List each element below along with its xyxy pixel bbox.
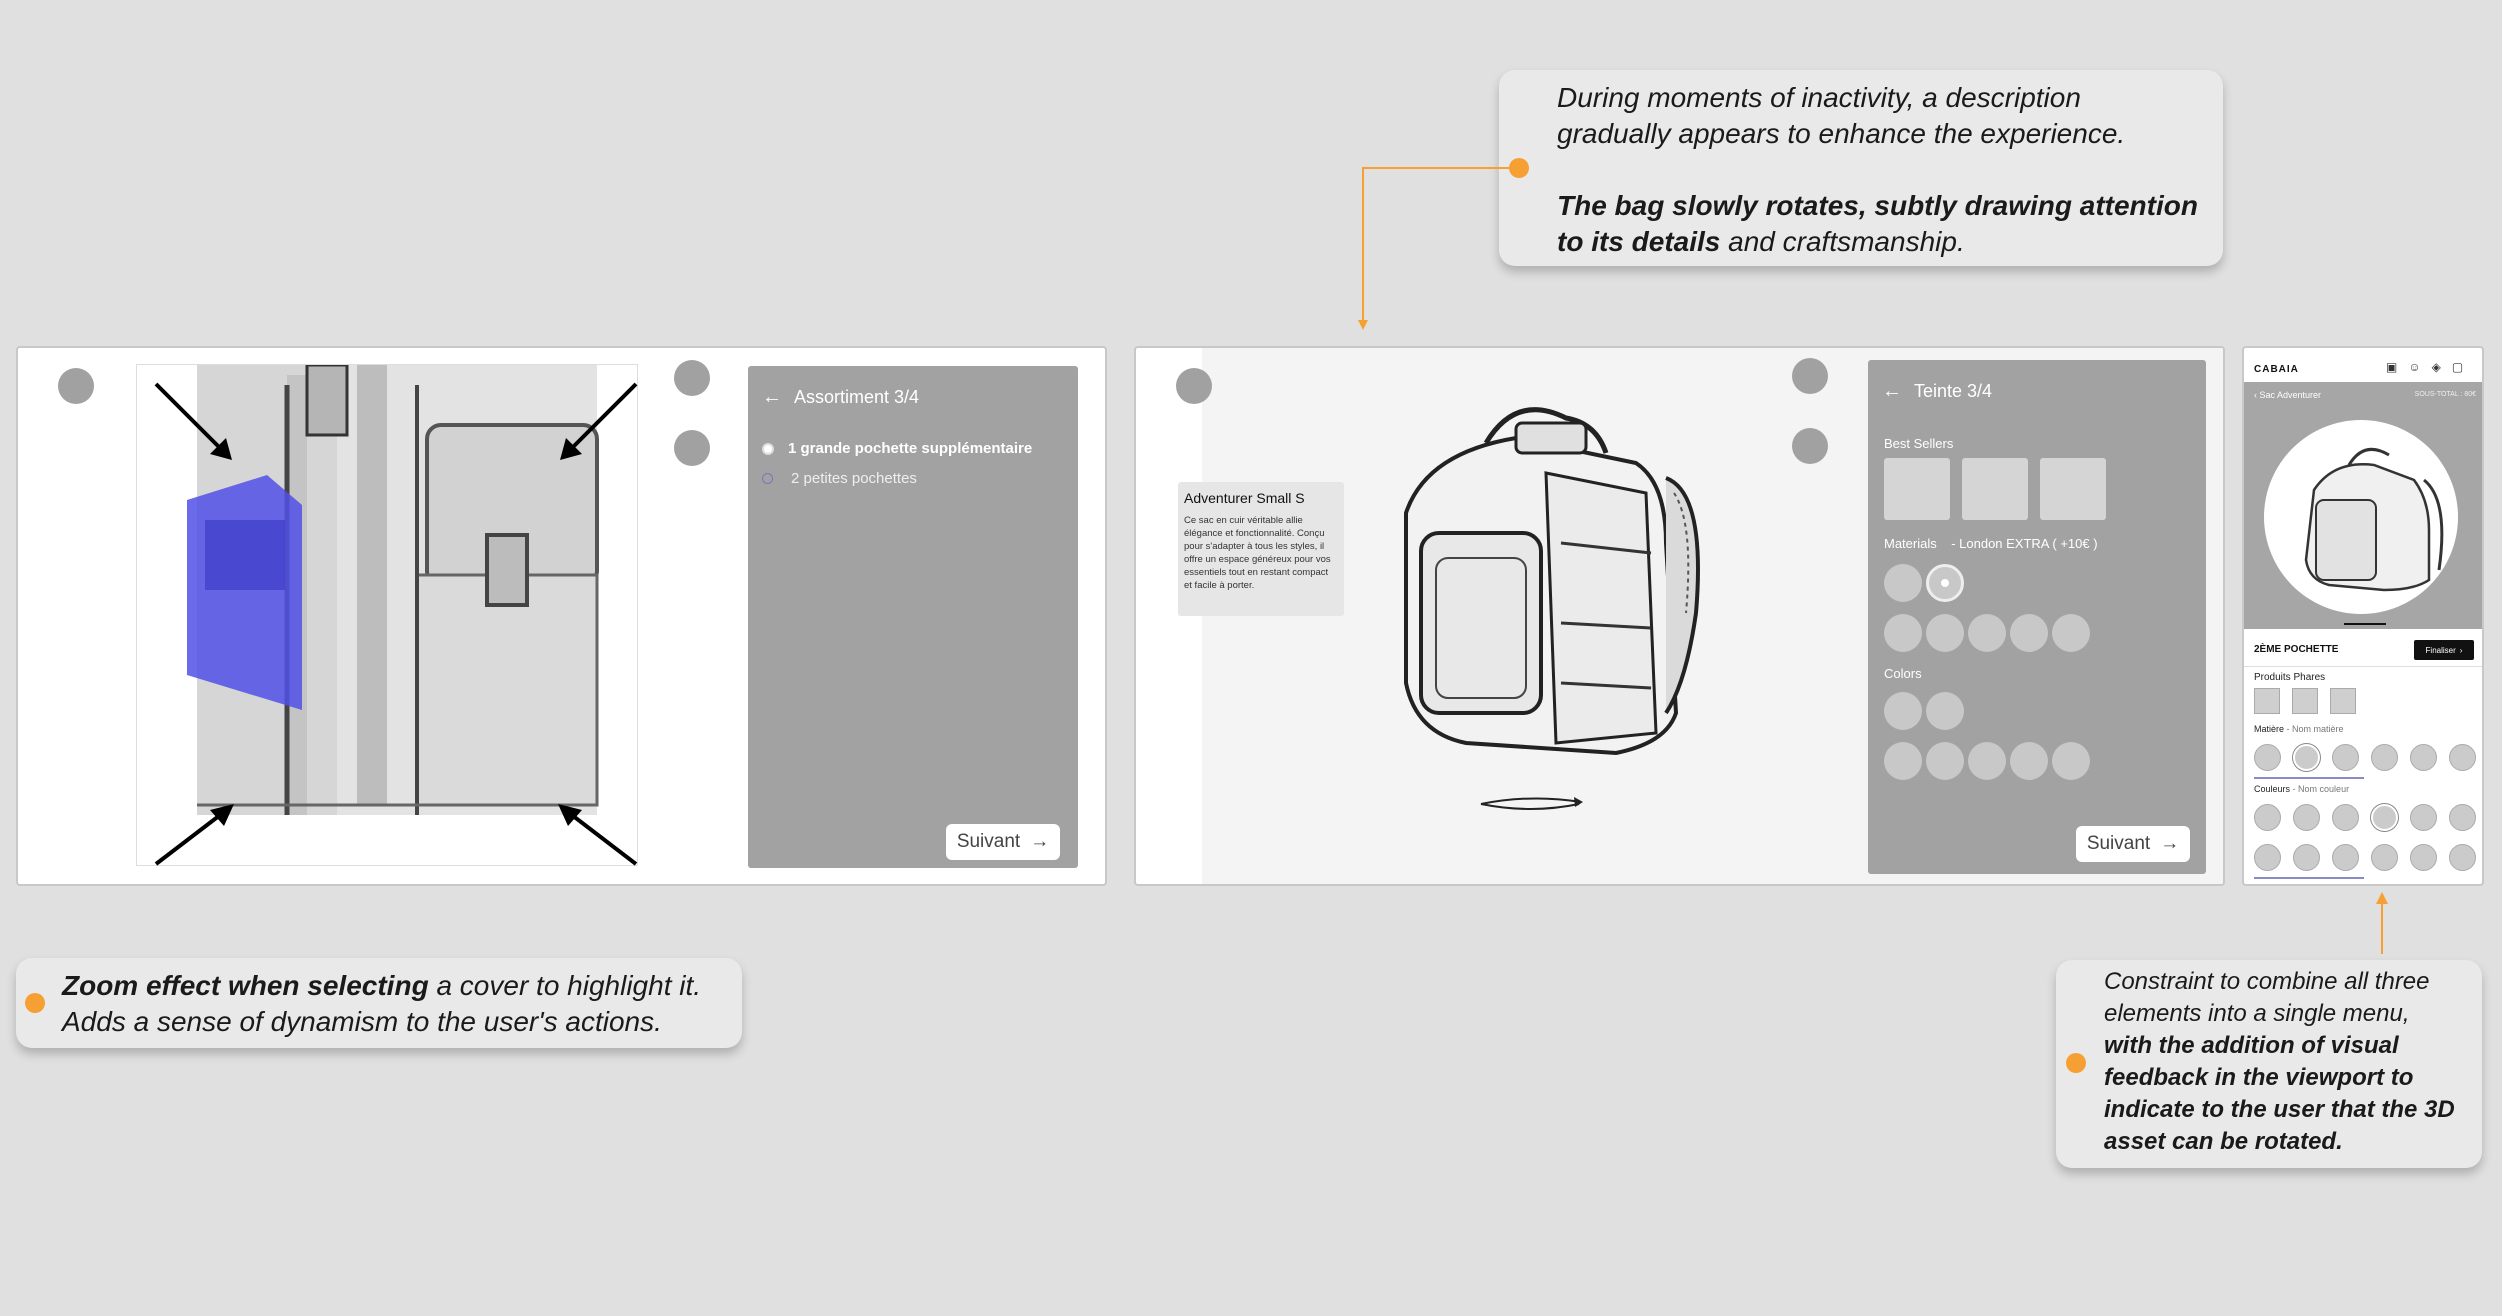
screen-assortiment [16,346,1107,886]
callout-constraint-bold4: asset can be rotated. [2104,1128,2343,1155]
color-swatch[interactable] [2052,742,2090,780]
color-swatch[interactable] [1926,692,1964,730]
product-description-text: Ce sac en cuir véritable allie élégance et fonctionnalité. Conçu pour s'adapter à tous les styles, il offre un espace généreux pour vos essentiels tout en restant compact et facile à porter. [1184,515,1331,591]
arrow-right-icon: → [2160,833,2180,854]
couleur-swatch[interactable] [2410,804,2437,831]
matiere-swatch[interactable] [2254,744,2281,771]
material-swatch[interactable] [1884,614,1922,652]
color-swatch[interactable] [1884,742,1922,780]
callout-zoom-dot [25,993,45,1013]
couleurs-label: Couleurs - Nom couleur [2254,784,2350,794]
next-button-label: Suivant [2086,833,2151,854]
couleur-swatch[interactable] [2410,844,2437,871]
matiere-swatch[interactable] [2410,744,2437,771]
callout-inactivity-bold2: to its details [1557,226,1721,257]
couleur-swatch[interactable] [2293,804,2320,831]
couleur-swatch[interactable] [2254,844,2281,871]
option-label: 2 petites pochettes [791,470,917,487]
next-button[interactable] [946,824,1060,860]
materials-label-text: Materials [1884,536,1937,551]
material-swatch[interactable] [1884,564,1922,602]
next-button[interactable] [2076,826,2190,862]
viewport-button-3[interactable] [674,430,710,466]
color-swatch[interactable] [1968,742,2006,780]
callout-constraint [2056,960,2482,1168]
callout-inactivity-connector [1355,160,1515,335]
color-swatch[interactable] [2010,742,2048,780]
rotation-feedback-circle[interactable] [2264,420,2458,614]
arrow-right-icon: → [1030,831,1050,852]
matiere-scrollbar[interactable] [2254,777,2364,779]
assortiment-panel [748,366,1078,868]
rotate-arrow-icon [1471,788,1591,818]
callout-constraint-connector [2372,890,2392,960]
best-seller-swatch-1[interactable] [1884,458,1950,520]
material-swatch[interactable] [2052,614,2090,652]
material-swatch-selected[interactable] [1926,564,1964,602]
next-button-label: Suivant [956,831,1021,852]
mobile-viewport [2244,382,2484,629]
callout-constraint-dot [2066,1053,2086,1073]
matiere-label-text: Matière [2254,724,2285,734]
callout-constraint-bold2: feedback in the viewport to [2104,1064,2414,1091]
callout-inactivity-rest2: and craftsmanship. [1720,226,1965,257]
couleur-swatch[interactable] [2332,844,2359,871]
bag-icon[interactable]: ▢ [2451,360,2464,374]
materials-label [1884,536,2098,551]
materials-value: - London EXTRA ( +10€ ) [1951,536,2098,551]
viewport-button-2[interactable] [1792,358,1828,394]
viewport-button-3[interactable] [1792,428,1828,464]
best-sellers-label: Best Sellers [1884,436,1954,451]
couleur-swatch[interactable] [2332,804,2359,831]
user-icon[interactable]: ☺ [2408,360,2421,374]
option-small-pockets[interactable] [762,470,917,487]
matiere-swatch[interactable] [2371,744,2398,771]
matiere-swatch-selected[interactable] [2293,744,2320,771]
best-seller-swatch-3[interactable] [2040,458,2106,520]
material-swatch[interactable] [2010,614,2048,652]
finalize-button-label: Finaliser [2425,645,2456,655]
backpack-thumbnail-illustration [2264,420,2458,614]
callout-constraint-line1: Constraint to combine all three [2104,968,2430,995]
callout-zoom-line2: Adds a sense of dynamism to the user's actions. [62,1006,662,1037]
couleur-swatch[interactable] [2254,804,2281,831]
brand-logo: CABAIA [2254,364,2299,375]
callout-constraint-bold3: indicate to the user that the 3D [2104,1096,2455,1123]
back-link-label: Sac Adventurer [2259,390,2322,400]
option-label: 1 grande pochette supplémentaire [788,440,1033,457]
section-title: 2ÈME POCHETTE [2254,644,2339,655]
produits-phares-label: Produits Phares [2254,672,2326,683]
matiere-value: Nom matière [2292,724,2344,734]
color-swatch[interactable] [1884,692,1922,730]
teinte-panel [1868,360,2206,874]
chevron-left-icon: ‹ [2254,390,2257,400]
bell-icon[interactable]: ◈ [2431,360,2441,374]
arrow-left-icon[interactable]: ← [1882,380,1902,402]
back-link[interactable] [2254,390,2321,400]
screen-teinte [1134,346,2225,886]
callout-zoom-bold: Zoom effect when selecting [62,970,429,1001]
couleur-swatch[interactable] [2293,844,2320,871]
matiere-swatch[interactable] [2449,744,2476,771]
product-description-card [1178,482,1344,616]
screen-mobile [2242,346,2484,886]
callout-inactivity [1499,70,2223,266]
viewport-indicator [2344,623,2386,625]
couleur-swatch-selected[interactable] [2371,804,2398,831]
zoom-arrows [136,364,656,884]
couleurs-value: Nom couleur [2298,784,2350,794]
panel-title: Assortiment 3/4 [794,387,920,407]
finalize-button[interactable] [2414,640,2474,660]
arrow-left-icon[interactable]: ← [762,386,782,408]
radio-unselected-icon [762,473,773,484]
callout-zoom [16,958,742,1048]
colors-label: Colors [1884,666,1922,681]
color-swatch[interactable] [1926,742,1964,780]
best-seller-swatch-2[interactable] [1962,458,2028,520]
callout-inactivity-bold1: The bag slowly rotates, subtly drawing attention [1557,190,2198,221]
chevron-right-icon: › [2459,645,2463,655]
callout-constraint-bold1: with the addition of visual [2104,1032,2399,1059]
couleurs-scrollbar[interactable] [2254,877,2364,879]
callout-inactivity-line2: gradually appears to enhance the experience. [1557,118,2126,149]
callout-constraint-line2: elements into a single menu, [2104,1000,2410,1027]
product-swatch-3[interactable] [2330,688,2356,714]
subtotal: SOUS-TOTAL : 80€ [2414,391,2476,398]
couleur-swatch[interactable] [2449,804,2476,831]
product-name: Adventurer Small S [1184,490,1305,506]
viewport-button-1[interactable] [58,368,94,404]
option-large-pocket[interactable] [762,440,1032,457]
product-swatch-2[interactable] [2292,688,2318,714]
material-swatch[interactable] [1968,614,2006,652]
radio-selected-icon [762,443,774,455]
material-swatch[interactable] [1926,614,1964,652]
viewport-button-2[interactable] [674,360,710,396]
matiere-label: Matière - Nom matière [2254,724,2344,734]
matiere-swatch[interactable] [2332,744,2359,771]
callout-zoom-rest1: a cover to highlight it. [428,970,702,1001]
product-swatch-1[interactable] [2254,688,2280,714]
couleur-swatch[interactable] [2449,844,2476,871]
panel-title: Teinte 3/4 [1914,381,1993,401]
viewport-button-1[interactable] [1176,368,1212,404]
couleurs-label-text: Couleurs [2254,784,2291,794]
header-icons [2386,360,2463,374]
callout-inactivity-line1: During moments of inactivity, a description [1557,82,2081,113]
couleur-swatch[interactable] [2371,844,2398,871]
cart-icon[interactable]: ▣ [2386,360,2398,374]
backpack-3d-illustration[interactable] [1366,383,1706,823]
